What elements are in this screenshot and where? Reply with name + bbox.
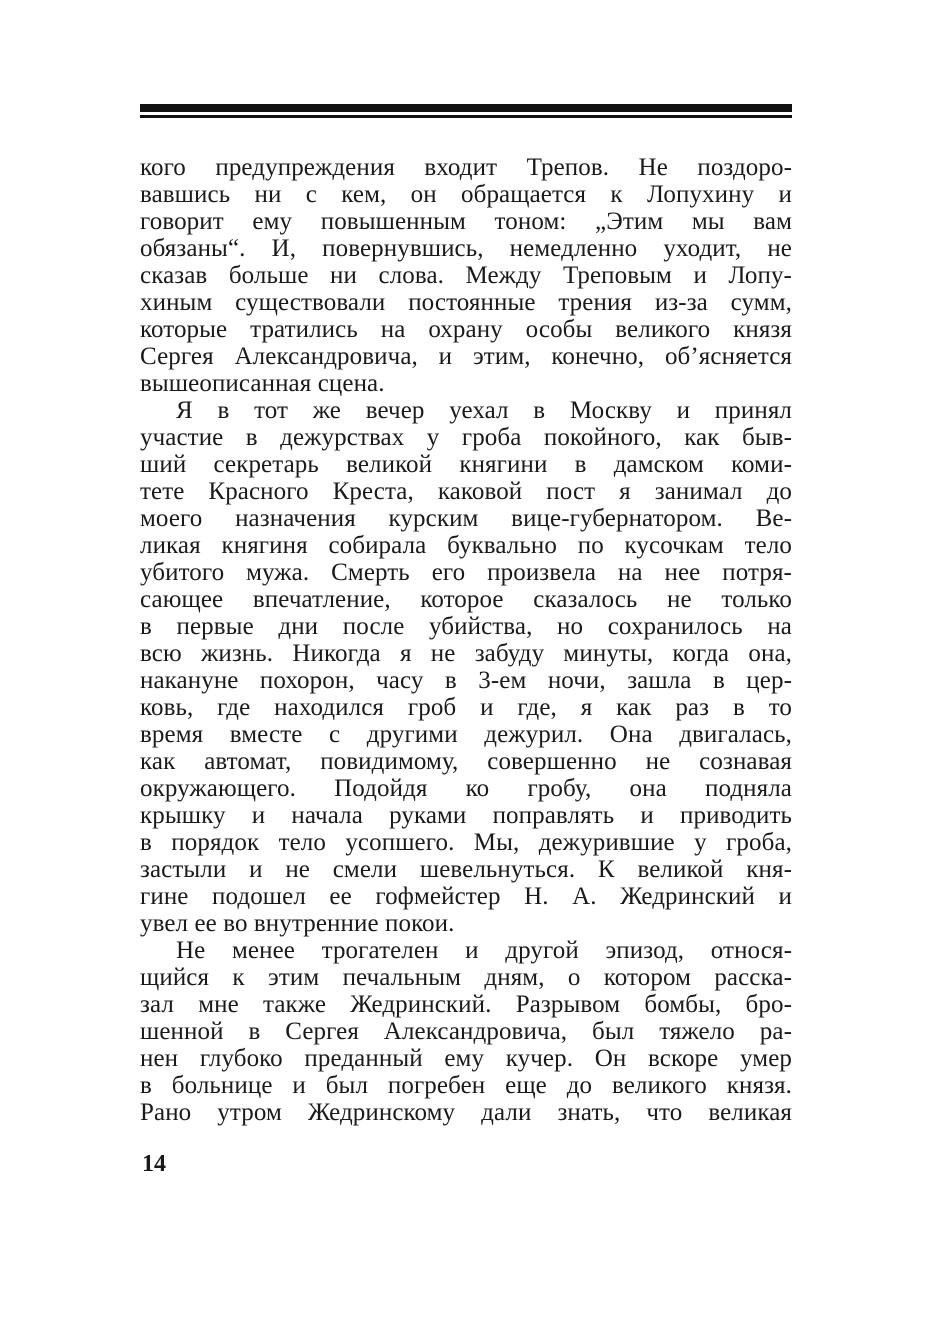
text-line: увел ее во внутренние покои.	[140, 910, 455, 937]
text-line: гине подошел ее гофмейстер Н. А. Жедринский и	[140, 883, 792, 910]
header-rule-thick	[140, 104, 792, 112]
text-line: сающее впечатление, которое сказалось не только	[140, 586, 792, 613]
header-rule-thin	[140, 115, 792, 118]
text-line: зал мне также Жедринский. Разрывом бомбы, бро-	[140, 991, 792, 1018]
header-rule	[140, 104, 792, 118]
text-line: окружающего. Подойдя ко гробу, она подняла	[140, 775, 792, 802]
text-line: в первые дни после убийства, но сохранилось на	[140, 613, 792, 640]
text-line: нен глубоко преданный ему кучер. Он вскоре умер	[140, 1045, 792, 1072]
body-text	[140, 154, 792, 1126]
text-line: Сергея Александровича, и этим, конечно, об’ясняется	[140, 343, 792, 370]
text-line: в порядок тело усопшего. Мы, дежурившие у гроба,	[140, 829, 792, 856]
text-line: кого предупреждения входит Трепов. Не поздоро-	[140, 154, 792, 181]
text-line: ликая княгиня собирала буквально по кусочкам тело	[140, 532, 792, 559]
text-line: застыли и не смели шевельнуться. К великой кня-	[140, 856, 792, 883]
text-line: всю жизнь. Никогда я не забуду минуты, когда она,	[140, 640, 792, 667]
text-line: убитого мужа. Смерть его произвела на нее потря-	[140, 559, 792, 586]
text-line: как автомат, повидимому, совершенно не сознавая	[140, 748, 792, 775]
paragraph	[140, 937, 792, 1126]
text-line: ший секретарь великой княгини в дамском коми-	[140, 451, 792, 478]
text-line: накануне похорон, часу в 3-ем ночи, зашла в цер-	[140, 667, 792, 694]
text-line: тете Красного Креста, каковой пост я занимал до	[140, 478, 792, 505]
text-line: Я в тот же вечер уехал в Москву и принял	[176, 397, 792, 424]
text-line: ковь, где находился гроб и где, я как раз в то	[140, 694, 792, 721]
text-line: щийся к этим печальным дням, о котором расска-	[140, 964, 792, 991]
text-line: участие в дежурствах у гроба покойного, как быв-	[140, 424, 792, 451]
text-line: обязаны“. И, повернувшись, немедленно уходит, не	[140, 235, 792, 262]
text-line: говорит ему повышенным тоном: „Этим мы вам	[140, 208, 792, 235]
text-line: время вместе с другими дежурил. Она двигалась,	[140, 721, 792, 748]
text-line: которые тратились на охрану особы великого князя	[140, 316, 792, 343]
text-line: шенной в Сергея Александровича, был тяжело ра-	[140, 1018, 792, 1045]
paragraph	[140, 154, 792, 397]
page-number: 14	[142, 1151, 166, 1177]
text-line: вышеописанная сцена.	[140, 370, 385, 397]
text-line: моего назначения курским вице-губернатором. Ве-	[140, 505, 792, 532]
text-line: крышку и начала руками поправлять и приводить	[140, 802, 792, 829]
text-line: сказав больше ни слова. Между Треповым и Лопу-	[140, 262, 792, 289]
text-line: Рано утром Жедринскому дали знать, что великая	[140, 1099, 792, 1126]
text-line: Не менее трогателен и другой эпизод, относя-	[176, 937, 792, 964]
text-line: вавшись ни с кем, он обращается к Лопухину и	[140, 181, 792, 208]
paragraph	[140, 397, 792, 937]
text-line: в больнице и был погребен еще до великого князя.	[140, 1072, 792, 1099]
text-line: хиным существовали постоянные трения из-за сумм,	[140, 289, 792, 316]
